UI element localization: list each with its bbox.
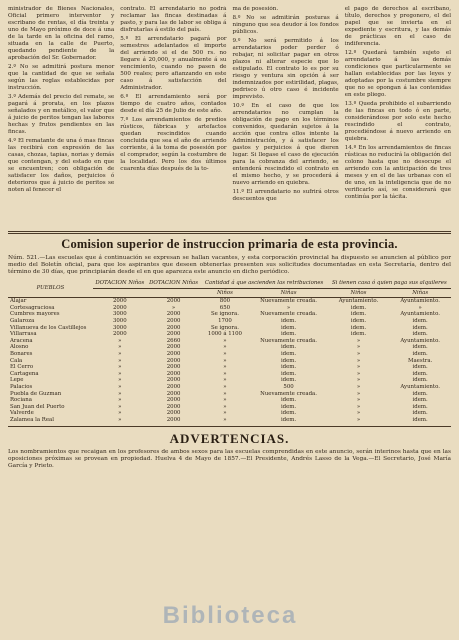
table-cell: 2000: [166, 390, 181, 397]
table-cell: 2000: [166, 311, 181, 318]
table-cell: idem.: [350, 311, 367, 318]
table-cell: idem.: [280, 324, 297, 331]
table-cell: »: [356, 390, 361, 397]
paragraph: 11.º El arrendatario no sufrirá otros descuentos que: [232, 189, 339, 202]
paragraph: 7.º Los arrendamientos de predios rústicos, fábricas y artefactos quedan rescindidos cuando concluida que sea el año de arriendo corriente, á la toma de posesión por el comprador, según la costumbre de la localidad. Pero los dos últimos cuarenta días después de la to-: [120, 117, 227, 172]
table-row: [8, 417, 451, 424]
paragraph: ma de posesión.: [232, 6, 279, 12]
column-4: [345, 6, 451, 228]
table-cell: idem.: [350, 317, 367, 324]
table-row: [8, 311, 451, 318]
table-cell: 2000: [112, 331, 127, 338]
table-cell: 2000: [166, 364, 181, 371]
group-header: Cantidad á que ascienden las retribuciones: [200, 279, 327, 288]
table-cell: Ayuntamiento.: [400, 311, 440, 318]
column-3: [233, 6, 339, 228]
table-cell: »: [118, 397, 122, 404]
table-row: [8, 371, 451, 378]
table-cell: »: [356, 383, 361, 390]
table-cell: »: [356, 403, 361, 410]
table-row: [8, 318, 451, 325]
table-cell: 2000: [166, 331, 181, 338]
town-name: San Juan del Puerto: [10, 403, 65, 410]
table-cell: idem.: [412, 324, 428, 331]
table-cell: Nuevamente creada.: [260, 298, 317, 305]
paragraph: contrato. El arrendatario no podrá reclamar las fincas destinadas á pasto, y para las de labor se obliga á disfrutarlas á estilo del país.: [120, 6, 227, 33]
town-name: Cumbres mayores: [10, 311, 60, 318]
table-cell: idem.: [280, 410, 297, 417]
town-name: Cartagena: [10, 370, 39, 377]
table-cell: 1700: [218, 317, 232, 324]
table-cell: »: [223, 410, 227, 417]
table-cell: »: [118, 390, 122, 397]
section-divider: [8, 231, 451, 234]
column-header: Niños: [328, 288, 390, 298]
town-name: Aracena: [10, 337, 33, 344]
town-name: Alosno: [10, 344, 29, 351]
table-cell: 3000: [112, 324, 127, 331]
table-cell: Nuevamente creada.: [260, 337, 317, 344]
table-cell: 2000: [166, 410, 181, 417]
table-cell: 2000: [166, 377, 181, 384]
table-cell: 2660: [166, 337, 181, 344]
table-cell: idem.: [412, 364, 428, 371]
table-cell: idem.: [350, 324, 367, 331]
table-cell: 2000: [166, 344, 181, 351]
table-cell: Ayuntamiento.: [400, 383, 440, 390]
table-cell: »: [223, 383, 227, 390]
paragraph: 10.º En el caso de que los arrendatarios no cumplan la obligación de pago en los términos convenidos, quedarán sujetos á la acción que contra ellos intente la Administración, y á satisfacer los gastos y perjuicios á que dieren lugar. Si llegase el caso de ejecución para la cobranza del arriendo, se entenderá rescindido el contrato en el mismo hecho, y se procederá á nuevo arriendo en quiebra.: [232, 103, 339, 186]
town-name: Alajar: [10, 298, 27, 305]
table-row: [8, 344, 451, 351]
table-cell: idem.: [412, 331, 428, 338]
table-row: [8, 404, 451, 411]
table-cell: 2000: [166, 357, 181, 364]
town-name: Rociana: [10, 397, 32, 404]
table-cell: »: [118, 337, 122, 344]
table-row: [8, 358, 451, 365]
table-row: [8, 410, 451, 417]
table-cell: »: [223, 364, 227, 371]
table-cell: »: [223, 397, 227, 404]
table-cell: 650: [219, 304, 231, 311]
table-cell: Nuevamente creada.: [260, 390, 317, 397]
table-cell: 2000: [166, 383, 181, 390]
table-cell: »: [118, 403, 122, 410]
table-cell: »: [356, 350, 361, 357]
table-cell: »: [223, 403, 227, 410]
table-cell: »: [223, 337, 227, 344]
paragraph: 13.º Queda prohibido el subarriendo de las fincas en todo ó en parte, considerándose por solo este hecho rescindido el contrato, procediéndose á nuevo arriendo en quiebra.: [344, 101, 451, 142]
table-cell: Ayuntamiento.: [400, 298, 440, 305]
column-header: DOTACION Niños: [93, 279, 147, 288]
table-cell: »: [356, 410, 361, 417]
table-cell: »: [118, 364, 122, 371]
paragraph: 8.º No se admitirán posturas á ninguno que sea deudor á los fondos públicos.: [232, 15, 339, 35]
table-cell: idem.: [280, 416, 297, 423]
town-name: Zalamea la Real: [10, 416, 54, 423]
table-cell: idem.: [412, 410, 428, 417]
table-row: [8, 384, 451, 391]
table-cell: idem.: [280, 370, 297, 377]
table-row: [8, 331, 451, 338]
table-row: [8, 305, 451, 312]
table-cell: »: [223, 344, 227, 351]
table-cell: 2000: [112, 304, 127, 311]
column-header: PUEBLOS: [8, 279, 93, 298]
table-row: [8, 351, 451, 358]
table-cell: 2000: [166, 370, 181, 377]
town-name: Cala: [10, 357, 23, 364]
column-2: [120, 6, 226, 228]
table-cell: idem.: [412, 370, 428, 377]
table-cell: »: [118, 344, 122, 351]
table-cell: »: [356, 344, 361, 351]
table-cell: »: [356, 337, 361, 344]
table-cell: idem.: [280, 364, 297, 371]
table-cell: idem.: [280, 344, 297, 351]
table-cell: »: [223, 390, 227, 397]
table-cell: »: [356, 364, 361, 371]
table-cell: 800: [219, 298, 231, 305]
table-group-header: [8, 279, 451, 288]
town-name: Villanueva de los Castillejos: [10, 324, 87, 331]
table-cell: idem.: [412, 377, 428, 384]
table-cell: idem.: [280, 403, 297, 410]
paragraph: 4.º El rematante de una ó mas fincas las recibirá con expresión de las casas, chozas, tapias, norias y demás que contengan, y del estado en que se encuentren; con obligación de satisfacer los daños, perjuicios ó deterioros que á juicio de peritos se noten al fenecer el: [8, 138, 115, 193]
table-cell: »: [118, 350, 122, 357]
notice-paragraph: Núm. 521.—Las escuelas que á continuación se expresan se hallan vacantes, y esta corporación provincial ha dispuesto se anuncien al público por medio del Boletín oficial, para que los aspirantes que deseen obtenerlas presenten sus solicitudes documentadas en esta Secretaría, dentro del término de 30 días, que principiarán desde el en que aparezca este anuncio en dicho periódico.: [8, 255, 451, 275]
town-name: Bonares: [10, 350, 33, 357]
section-title: Comision superior de instruccion primaria de esta provincia.: [61, 237, 398, 251]
table-cell: idem.: [412, 350, 428, 357]
table-cell: 2000: [166, 317, 181, 324]
table-cell: 500: [283, 383, 294, 390]
table-row: [8, 397, 451, 404]
town-name: Lepe: [10, 377, 24, 384]
table-cell: Nuevamente creada.: [260, 311, 317, 318]
paragraph: 14.º En los arrendamientos de fincas rústicas no reducirá la obligación del colono hasta que no desocupe el arriendo con la anticipación de tres meses y en el de las urbanas con el de uno, en la inteligencia que de no verificarlo así, se considerará que continúa por la tácita.: [344, 145, 451, 200]
column-header: Niñas: [249, 288, 327, 298]
table-cell: Maestra.: [407, 357, 433, 364]
group-header: Si tienen casa ó quien paga sus alquileres: [328, 279, 451, 288]
table-cell: 3000: [112, 311, 127, 318]
table-cell: »: [118, 383, 122, 390]
column-header: Niños: [200, 288, 249, 298]
section-divider: [8, 426, 451, 427]
table-cell: Ayuntamiento.: [338, 298, 379, 305]
table-cell: »: [356, 416, 361, 423]
table-cell: »: [118, 357, 122, 364]
table-row: [8, 391, 451, 398]
advertencias-text: Los nombramientos que recaigan en los profesores de ambos sexos para las escuelas comprendidas en este anuncio, serán interinos hasta que en las oposiciones próximas se provean en propiedad. Huelva 4 de Mayo de 1857.—El Presidente, Andrés Lasso de la Vega.—El Secretario, José María García y Prieto.: [8, 449, 451, 470]
paragraph: 6.º El arrendamiento será por tiempo de cuatro años, contados desde el día 25 de Julio de este año.: [120, 94, 227, 114]
paragraph: el pago de derechos al escribano, título, derechos y pregonero, el del papel que se invierta en el expediente y escritura, y las demás de prácticas en el caso de indiferencia.: [344, 6, 451, 47]
table-cell: »: [356, 377, 361, 384]
table-cell: idem.: [412, 403, 428, 410]
table-cell: idem.: [412, 397, 428, 404]
table-cell: idem.: [280, 350, 297, 357]
table-cell: »: [356, 370, 361, 377]
table-cell: idem.: [280, 331, 297, 338]
table-cell: »: [118, 370, 122, 377]
table-cell: »: [356, 357, 361, 364]
town-name: Puebla de Guzman: [10, 390, 62, 397]
column-header: DOTACION Niñas: [147, 279, 201, 288]
town-name: Villarrasa: [10, 331, 37, 338]
library-stamp: Biblioteca: [162, 602, 298, 629]
table-cell: »: [223, 370, 227, 377]
town-name: Galaroza: [10, 317, 35, 324]
paragraph: 12.º Quedará también sujeto el arrendatario á las demás condiciones que particularmente se hallan establecidas por las leyes y adoptadas por la costumbre siempre que no se opongan á las contenidas en este pliego.: [344, 50, 451, 98]
table-cell: »: [223, 377, 227, 384]
table-body: [8, 298, 451, 424]
table-cell: idem.: [280, 397, 297, 404]
table-cell: »: [286, 304, 291, 311]
column-1: [8, 6, 114, 228]
table-cell: »: [118, 416, 122, 423]
table-cell: 2000: [166, 324, 181, 331]
table-row: [8, 338, 451, 345]
table-cell: Ayuntamiento.: [400, 337, 440, 344]
text-columns: [8, 6, 451, 228]
table-cell: idem.: [412, 344, 428, 351]
table-cell: idem.: [280, 357, 297, 364]
table-row: [8, 377, 451, 384]
table-cell: idem.: [412, 390, 428, 397]
table-cell: »: [118, 377, 122, 384]
paragraph: 2.º No se admitirá postura menor que la cantidad de que se señala según las reglas establecidas por instrucción.: [8, 64, 115, 91]
table-cell: »: [171, 304, 176, 311]
paragraph: 5.º El arrendatario pagará por semestres adelantados el importe del arriendo si el de 500 rs. no llegare á 20,000, y anualmente á su vencimiento, cuando no pasen de 500 reales; pero afianzando en este caso á satisfacción del Administrador.: [120, 36, 227, 91]
table-cell: 2000: [166, 416, 181, 423]
table-cell: idem.: [280, 377, 297, 384]
table-cell: idem.: [350, 331, 367, 338]
town-name: Palacios: [10, 383, 33, 390]
table-cell: »: [223, 416, 227, 423]
table-cell: 1000 á 1100: [207, 331, 242, 338]
paragraph: 9.º No será permitido á los arrendatarios poder perder ó rebajar, ni solicitar pagar en otros plazos ni alterar especie que lo estipulado. El contrato lo es por su riesgo y ventura sin opción á ser indemnizados por estirilidad, plagas, pedrisco ú otro caso é incidente imprevisto.: [232, 38, 339, 100]
column-header: Niñas: [389, 288, 451, 298]
table-cell: »: [223, 357, 227, 364]
town-name: El Cerro: [10, 364, 34, 371]
table-cell: »: [223, 350, 227, 357]
table-cell: »: [118, 410, 122, 417]
advertencias-title: ADVERTENCIAS.: [169, 431, 290, 447]
table-cell: idem.: [412, 416, 428, 423]
table-cell: 2000: [166, 403, 181, 410]
paragraph: 3.º Además del precio del remate, se pagará á prorata, en los plazos señalados y en metálico, el valor que á juicio de peritos tengan las labores hechas y frutos pendientes en las fincas.: [8, 94, 115, 135]
table-cell: idem.: [350, 304, 367, 311]
paragraph: ministrador de Bienes Nacionales, Oficial primero interventor y escribano de rentas, el día treinta y uno de Mayo próximo de doce á una de la tarde en la oficina del ramo, situada en la calle de Puerto, quedando pendiente de la aprobación del Sr. Gobernador.: [8, 6, 115, 61]
table-cell: 2000: [166, 397, 181, 404]
table-row: [8, 298, 451, 305]
table-cell: Se ignora.: [210, 324, 239, 331]
table-cell: 2000: [166, 298, 181, 305]
table-cell: 3000: [112, 317, 127, 324]
town-name: Valverde: [10, 410, 34, 417]
schools-table: [8, 279, 451, 423]
town-name: Cortesagraciosa: [10, 304, 55, 311]
table-cell: idem.: [280, 317, 297, 324]
table-cell: 2000: [112, 298, 127, 305]
table-cell: »: [356, 397, 361, 404]
table-cell: idem.: [412, 317, 428, 324]
table-cell: 2000: [166, 350, 181, 357]
table-cell: Se ignora.: [210, 311, 239, 318]
table-row: [8, 364, 451, 371]
table-cell: »: [418, 304, 422, 311]
